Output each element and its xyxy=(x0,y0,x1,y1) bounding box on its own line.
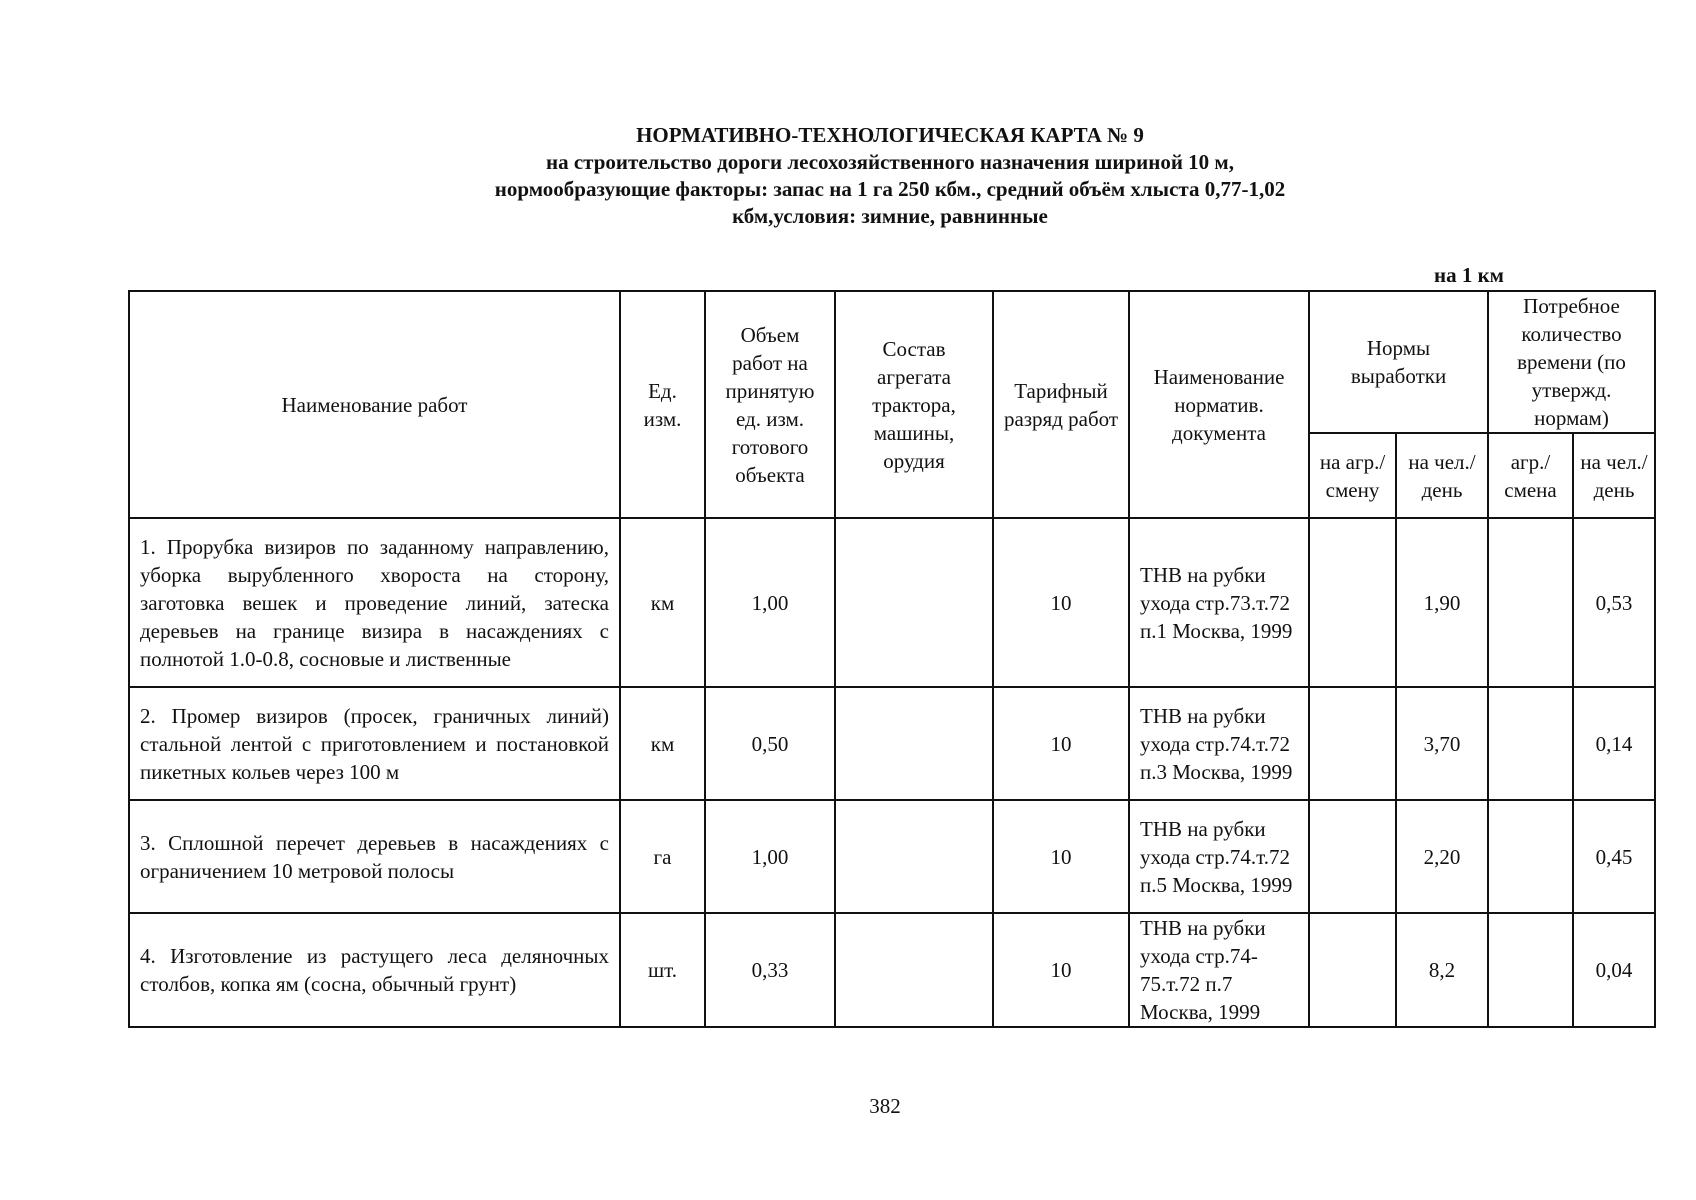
table-row xyxy=(129,800,1655,913)
row-norm-agr xyxy=(1309,913,1396,1027)
row-norm-agr xyxy=(1309,518,1396,687)
row-norm-person: 3,70 xyxy=(1396,687,1488,800)
row-time-agr xyxy=(1488,687,1573,800)
title-line-1: НОРМАТИВНО-ТЕХНОЛОГИЧЕСКАЯ КАРТА № 9 xyxy=(636,123,1144,147)
row-time-agr xyxy=(1488,518,1573,687)
row-time-agr xyxy=(1488,913,1573,1027)
header-work-name: Наименование работ xyxy=(129,291,620,518)
header-norms: Нормы выработки xyxy=(1309,291,1488,433)
row-work-name: 2. Промер визиров (просек, граничных линий) стальной лентой с приготовлением и постановкой пикетных кольев через 100 м xyxy=(129,687,620,800)
row-norm-person: 1,90 xyxy=(1396,518,1488,687)
row-volume: 0,33 xyxy=(705,913,835,1027)
row-tariff: 10 xyxy=(993,687,1129,800)
row-time-person: 0,45 xyxy=(1573,800,1655,913)
row-unit: км xyxy=(620,518,705,687)
row-volume: 0,50 xyxy=(705,687,835,800)
row-document: ТНВ на рубки ухода стр.74-75.т.72 п.7 Москва, 1999 xyxy=(1129,913,1309,1027)
row-work-name: 1. Прорубка визиров по заданному направлению, уборка вырубленного хвороста на сторону, заготовка вешек и проведение линий, затеска деревьев на границе визира в насаждениях с полнотой 1.0-0.8, сосновые и лиственные xyxy=(129,518,620,687)
document-title xyxy=(300,122,1480,230)
header-document: Наименование норматив. документа xyxy=(1129,291,1309,518)
row-composition xyxy=(835,518,993,687)
row-norm-agr xyxy=(1309,800,1396,913)
row-composition xyxy=(835,800,993,913)
row-document: ТНВ на рубки ухода стр.74.т.72 п.3 Москва, 1999 xyxy=(1129,687,1309,800)
table-row xyxy=(129,687,1655,800)
row-unit: га xyxy=(620,800,705,913)
row-unit: шт. xyxy=(620,913,705,1027)
header-volume: Объем работ на принятую ед. изм. готового объекта xyxy=(705,291,835,518)
row-volume: 1,00 xyxy=(705,800,835,913)
row-norm-agr xyxy=(1309,687,1396,800)
page-number: 382 xyxy=(869,1094,901,1118)
row-time-agr xyxy=(1488,800,1573,913)
row-composition xyxy=(835,913,993,1027)
header-tariff: Тарифный разряд работ xyxy=(993,291,1129,518)
row-time-person: 0,53 xyxy=(1573,518,1655,687)
row-tariff: 10 xyxy=(993,800,1129,913)
header-time-person: на чел./ день xyxy=(1573,433,1655,518)
norms-table xyxy=(128,290,1656,1028)
header-unit: Ед. изм. xyxy=(620,291,705,518)
unit-note: на 1 км xyxy=(1433,263,1504,287)
row-norm-person: 2,20 xyxy=(1396,800,1488,913)
header-time-agr: агр./ смена xyxy=(1488,433,1573,518)
header-composition: Состав агрегата трактора, машины, орудия xyxy=(835,291,993,518)
row-time-person: 0,04 xyxy=(1573,913,1655,1027)
row-unit: км xyxy=(620,687,705,800)
row-composition xyxy=(835,687,993,800)
row-time-person: 0,14 xyxy=(1573,687,1655,800)
table-row xyxy=(129,913,1655,1027)
row-document: ТНВ на рубки ухода стр.73.т.72 п.1 Москва, 1999 xyxy=(1129,518,1309,687)
row-volume: 1,00 xyxy=(705,518,835,687)
header-norms-person: на чел./ день xyxy=(1396,433,1488,518)
table-row xyxy=(129,518,1655,687)
row-document: ТНВ на рубки ухода стр.74.т.72 п.5 Москва, 1999 xyxy=(1129,800,1309,913)
row-work-name: 4. Изготовление из растущего леса деляночных столбов, копка ям (сосна, обычный грунт) xyxy=(129,913,620,1027)
header-time-needed: Потребное количество времени (по утвержд. нормам) xyxy=(1488,291,1655,433)
title-line-4: кбм,условия: зимние, равнинные xyxy=(732,204,1048,228)
row-tariff: 10 xyxy=(993,518,1129,687)
row-tariff: 10 xyxy=(993,913,1129,1027)
title-line-3: нормообразующие факторы: запас на 1 га 250 кбм., средний объём хлыста 0,77-1,02 xyxy=(494,177,1286,201)
header-norms-agr: на агр./ смену xyxy=(1309,433,1396,518)
row-norm-person: 8,2 xyxy=(1396,913,1488,1027)
row-work-name: 3. Сплошной перечет деревьев в насаждениях с ограничением 10 метровой полосы xyxy=(129,800,620,913)
title-line-2: на строительство дороги лесохозяйственного назначения шириной 10 м, xyxy=(546,150,1234,174)
